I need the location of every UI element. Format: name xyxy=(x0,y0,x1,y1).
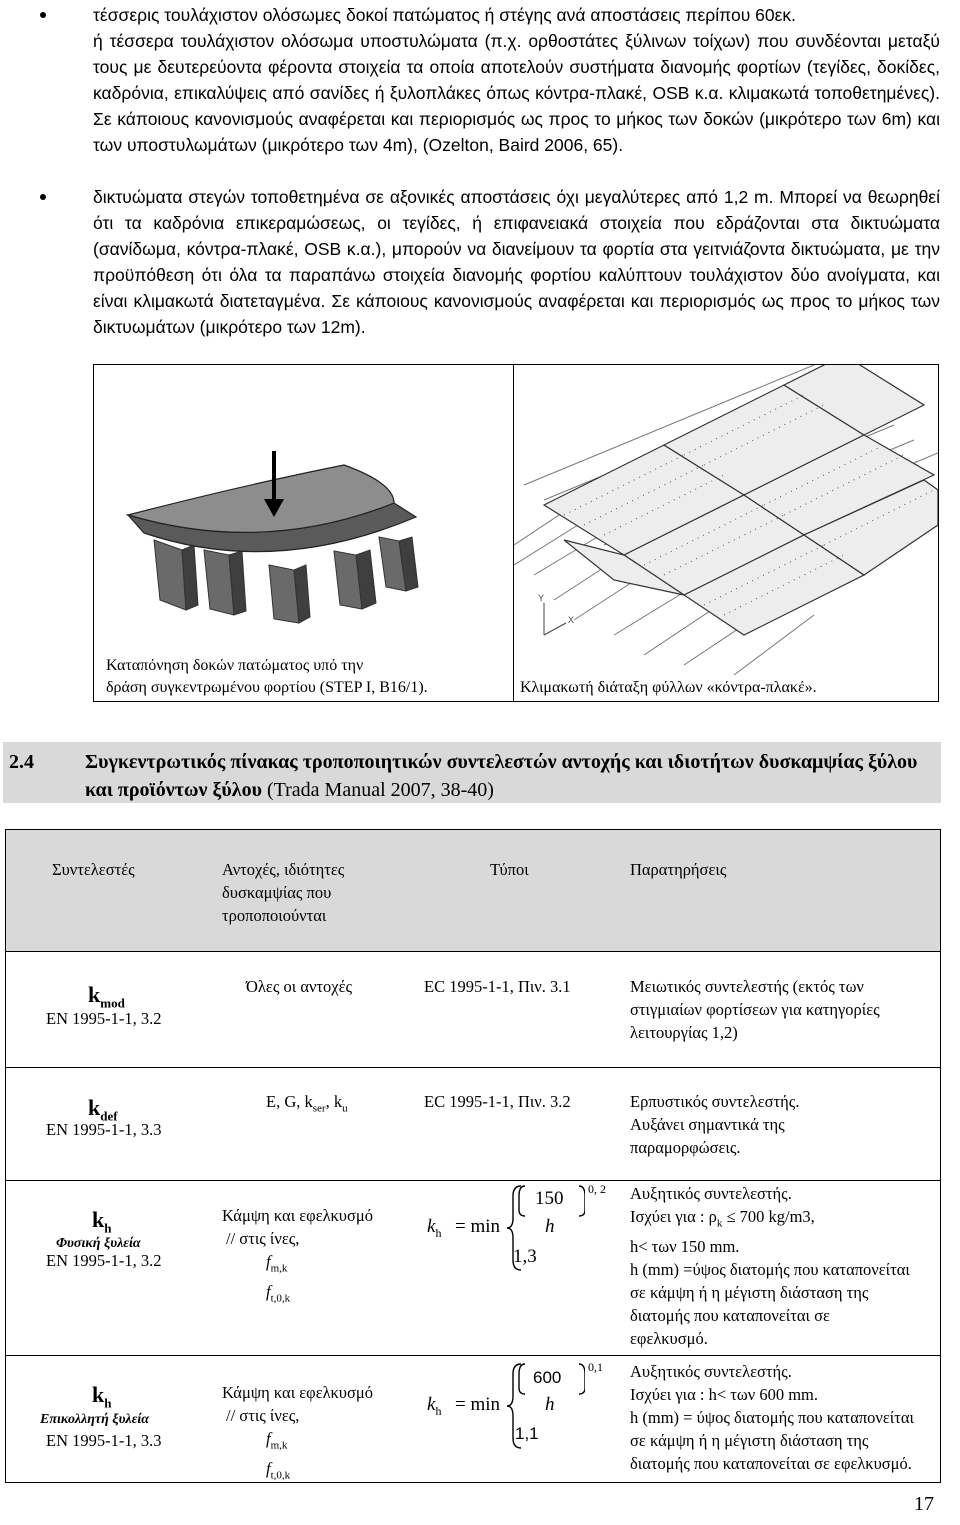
row-kh-solid-props xyxy=(222,1204,412,1311)
header-formulas: Τύποι xyxy=(490,860,529,879)
formula-min: = min xyxy=(455,1216,501,1237)
row-separator xyxy=(5,1067,941,1068)
section-number: 2.4 xyxy=(9,751,34,773)
axis-x-label: X xyxy=(568,615,575,625)
formula-k-sub: h xyxy=(435,1225,442,1240)
formula-exponent: 0, 2 xyxy=(588,1182,606,1196)
props-line: Κάμψη και εφελκυσμό xyxy=(222,1383,373,1402)
plywood-sheets xyxy=(544,365,938,635)
row-separator xyxy=(5,1355,941,1356)
bullet-1-line-2: ή τέσσερα τουλάχιστον ολόσωμα υποστυλώματα (π.χ. ορθοστάτες ξύλινων τοίχων) που συνδέονται μεταξύ τους με δευτερεύοντα φέροντα στοιχεία τα οποία αποτελούν συστήματα διανομής φορτίων (τεγίδες, δοκίδες, καδρόνια, επικαλύψεις από σανίδες ή ξυλοπλάκες όπως κόντρα-πλακέ, OSB κ.α. κλιμακωτά τοποθετημένες). Σε κάποιους κανονισμούς αναφέρεται και περιορισμός ως προς το μήκος των δοκών (μικρότερο των 6m) και των υποστυλωμάτων (μικρότερο των 4m), (Ozelton, Baird 2006, 65). xyxy=(93,31,940,155)
formula-k-sub: h xyxy=(435,1403,442,1418)
bullet-item-1 xyxy=(40,2,940,158)
symbol-k: k xyxy=(92,1207,105,1232)
row-kdef-ref: EN 1995-1-1, 3.3 xyxy=(46,1120,162,1139)
row-kh-glulam-notes xyxy=(630,1360,915,1475)
page-number: 17 xyxy=(914,1493,934,1515)
notes-line: h (mm) = ύψος διατομής που καταπονείται σε κάμψη ή η μέγιστη διάσταση της διατομής που καταπονείται σε εφελκυσμό. xyxy=(630,1408,914,1473)
notes-line: h< των 150 mm. xyxy=(630,1237,740,1257)
header-coefficients: Συντελεστές xyxy=(52,860,135,879)
formula-k-symbol: k xyxy=(427,1394,436,1415)
row-kh-solid-ref: EN 1995-1-1, 3.2 xyxy=(46,1251,162,1270)
formula-h: h xyxy=(545,1216,555,1237)
bullet-dot xyxy=(40,12,46,18)
section-title xyxy=(85,748,935,804)
symbol-k: k xyxy=(92,1382,105,1407)
f-sub: t,0,k xyxy=(270,1469,291,1482)
symbol-sub: def xyxy=(100,1108,118,1124)
row-kh-glulam-ref: EN 1995-1-1, 3.3 xyxy=(46,1431,162,1450)
bullet-item-2 xyxy=(40,184,940,340)
props-sub: u xyxy=(342,1102,348,1115)
left-caption-line-1: Καταπόνηση δοκών πατώματος υπό την xyxy=(106,657,364,674)
bullet-1-line-1: τέσσερις τουλάχιστον ολόσωμες δοκοί πατώματος ή στέγης ανά αποστάσεις περίπου 60εκ. xyxy=(93,5,796,25)
symbol-k: k xyxy=(88,982,101,1007)
formula-k xyxy=(427,1394,441,1419)
row-kdef-notes: Ερπυστικός συντελεστής. Αυξάνει σημαντικά της παραμορφώσεις. xyxy=(630,1092,800,1157)
bullet-dot xyxy=(40,194,46,200)
left-caption-line-2: δράση συγκεντρωμένου φορτίου (STEP I, B16/1). xyxy=(106,679,428,696)
notes-line: Ισχύει για : h< των 600 mm. xyxy=(630,1385,819,1404)
row-kdef-props xyxy=(266,1090,348,1120)
section-title-normal: (Trada Manual 2007, 38-40) xyxy=(261,779,494,801)
figure-left-box xyxy=(93,364,514,702)
f-sub: m,k xyxy=(270,1439,288,1452)
props-text: , k xyxy=(325,1092,343,1111)
header-notes: Παρατηρήσεις xyxy=(630,860,727,879)
row-kmod-ref: EN 1995-1-1, 3.2 xyxy=(46,1009,162,1028)
row-kh-glulam-type: Επικολλητή ξυλεία xyxy=(40,1412,150,1427)
symbol-sub: h xyxy=(104,1220,112,1236)
row-kdef-formula: EC 1995-1-1, Πιν. 3.2 xyxy=(424,1092,571,1111)
props-f-t0k xyxy=(222,1280,412,1310)
row-kmod-props: Όλες οι αντοχές xyxy=(246,977,353,996)
table-header-bg xyxy=(6,830,940,951)
f-symbol: f xyxy=(266,1429,271,1448)
bullet-2-text: δικτυώματα στεγών τοποθετημένα σε αξονικές αποστάσεις όχι μεγαλύτερες από 1,2 m. Μπορεί να θεωρηθεί ότι τα καδρόνια επικεραμώσεως, οι τεγίδες, ή επιφανειακά στοιχεία που εδράζονται στα δικτυώματα (σανίδωμα, κόντρα-πλακέ, OSB κ.α.), μπορούν να διανείμουν τα φορτία στα γειτνιάζοντα δικτυώματα, με την προϋπόθεση ότι όλα τα παραπάνω στοιχεία διανομής φορτίου καλύπτουν τουλάχιστον δύο ανοίγματα, και είναι κλιμακωτά διατεταγμένα. Σε κάποιους κανονισμούς αναφέρεται και περιορισμός ως προς το μήκος των δικτυωμάτων (μικρότερο των 12m). xyxy=(93,187,940,337)
axis-marker xyxy=(544,603,566,635)
props-f-mk xyxy=(222,1250,412,1280)
notes-line: Αυξητικός συντελεστής. xyxy=(630,1362,792,1381)
section-title-bold: Συγκεντρωτικός πίνακας τροποποιητικών συντελεστών αντοχής και ιδιοτήτων δυσκαμψίας ξύλου και προϊόντων ξύλου xyxy=(85,751,918,801)
f-symbol: f xyxy=(266,1282,271,1302)
props-sub: ser xyxy=(312,1102,326,1115)
row-separator xyxy=(5,1180,941,1181)
formula-top-value: 150 xyxy=(535,1188,564,1209)
props-f-mk xyxy=(222,1427,412,1457)
f-symbol: f xyxy=(266,1252,271,1271)
f-sub: t,0,k xyxy=(270,1292,291,1305)
header-properties: Αντοχές, ιδιότητες δυσκαμψίας που τροποποιούνται xyxy=(222,860,345,925)
notes-line: Αυξητικός συντελεστής. xyxy=(630,1184,792,1203)
left-caption xyxy=(106,655,506,699)
plywood-layout-illustration xyxy=(514,365,938,675)
props-text: E, G, k xyxy=(266,1092,313,1111)
formula-h: h xyxy=(545,1394,555,1415)
beam-deflection-illustration xyxy=(94,365,512,655)
row-kh-solid-notes xyxy=(630,1182,910,1350)
row-kh-glulam-props xyxy=(222,1381,412,1488)
formula-bottom-value: 1,3 xyxy=(513,1246,537,1267)
row-kh-glulam-formula xyxy=(425,1360,615,1460)
row-kh-solid-type: Φυσική ξυλεία xyxy=(56,1236,141,1251)
symbol-sub: mod xyxy=(100,995,125,1011)
figure-right-box xyxy=(514,364,939,702)
notes-sub: k xyxy=(716,1217,723,1230)
f-sub: m,k xyxy=(270,1262,288,1275)
formula-exponent: 0,1 xyxy=(588,1360,603,1374)
formula-k xyxy=(427,1216,441,1241)
row-kh-solid-formula xyxy=(425,1182,615,1282)
notes-text: Ισχύει για : ρ xyxy=(630,1207,717,1226)
formula-k-symbol: k xyxy=(427,1216,436,1237)
row-kmod-notes: Μειωτικός συντελεστής (εκτός των στιγμιαίων φορτίσεων για κατηγορίες λειτουργίας 1,2) xyxy=(630,977,880,1042)
formula-top-value: 600 xyxy=(533,1368,562,1387)
f-symbol: f xyxy=(266,1459,271,1479)
notes-text: ≤ 700 kg/m3, xyxy=(722,1207,815,1226)
row-separator xyxy=(5,951,941,952)
props-line: // στις ίνες, xyxy=(226,1229,300,1248)
symbol-k: k xyxy=(88,1095,101,1120)
right-caption: Κλιμακωτή διάταξη φύλλων «κόντρα-πλακέ». xyxy=(520,679,817,696)
props-line: Κάμψη και εφελκυσμό xyxy=(222,1206,373,1225)
section-heading xyxy=(3,742,941,803)
row-kmod-formula: EC 1995-1-1, Πιν. 3.1 xyxy=(424,977,571,996)
notes-line: h (mm) =ύψος διατομής που καταπονείται σε κάμψη ή η μέγιστη διάσταση της διατομής που καταπονείται σε εφελκυσμό. xyxy=(630,1260,910,1349)
props-line: // στις ίνες, xyxy=(226,1406,300,1425)
formula-bottom-value: 1,1 xyxy=(515,1424,539,1443)
axis-y-label: Y xyxy=(538,593,545,603)
notes-line xyxy=(630,1205,910,1235)
props-f-t0k xyxy=(222,1457,412,1487)
symbol-sub: h xyxy=(104,1395,112,1411)
formula-min: = min xyxy=(455,1394,501,1415)
